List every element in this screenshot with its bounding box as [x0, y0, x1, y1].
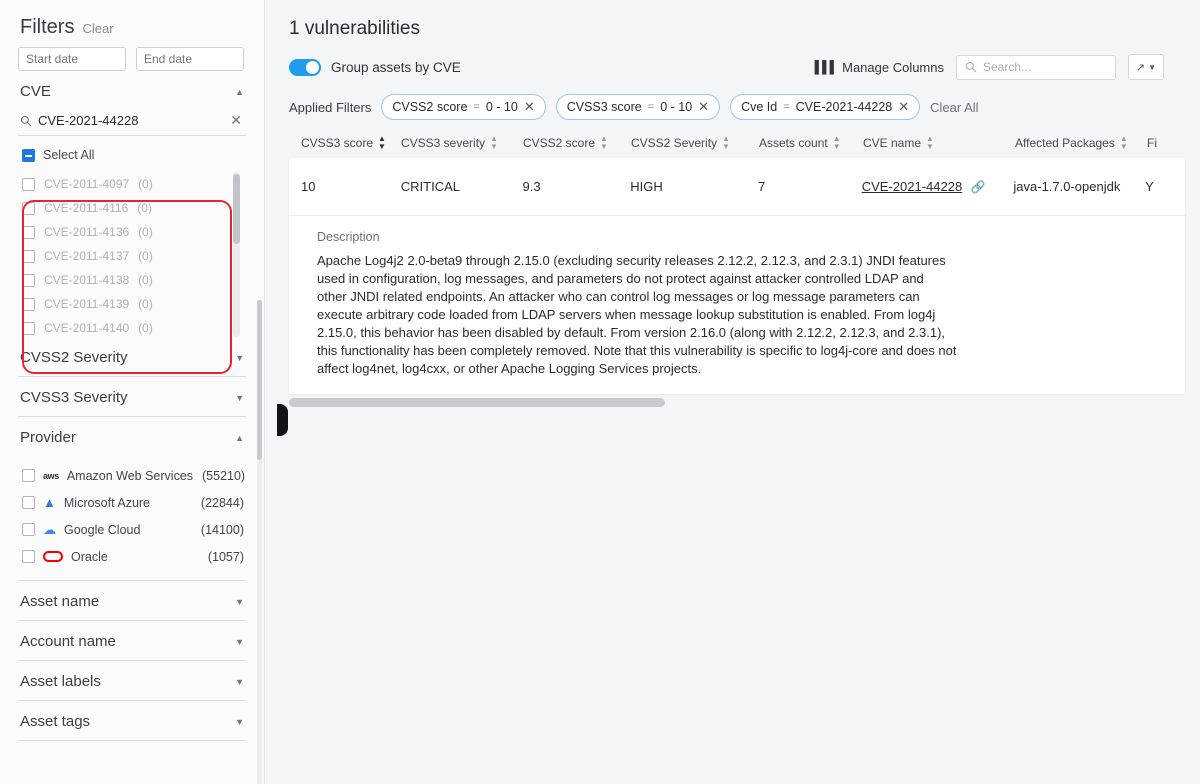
- filter-section-title: Account name: [20, 633, 116, 650]
- filter-section-account-name: [18, 621, 246, 661]
- cve-id-label: CVE-2011-4097: [44, 177, 130, 191]
- cve-count-label: (0): [138, 177, 153, 191]
- clear-cve-search-icon[interactable]: ✕: [230, 112, 242, 128]
- cell-fi: Y: [1145, 179, 1154, 194]
- cve-checkbox[interactable]: [22, 226, 35, 239]
- cve-id-label: CVE-2011-4136: [44, 225, 130, 239]
- filter-section-cvss2-severity: [18, 337, 246, 377]
- table-horizontal-scrollbar-thumb[interactable]: [289, 398, 665, 407]
- column-label: Affected Packages: [1015, 136, 1115, 150]
- external-link-icon[interactable]: 🔗: [970, 180, 986, 194]
- chevron-down-icon[interactable]: ▼: [235, 596, 244, 607]
- cve-search-row[interactable]: [18, 112, 246, 136]
- chip-value: CVE-2021-44228: [795, 100, 893, 114]
- page-title: Filters: [20, 16, 75, 38]
- description-label: Description: [317, 230, 380, 244]
- filter-section-asset-labels: [18, 661, 246, 701]
- column-header-assets-count[interactable]: [759, 135, 863, 151]
- search-icon: [20, 115, 32, 127]
- end-date-input[interactable]: [136, 47, 244, 71]
- oracle-logo-icon: [43, 551, 63, 562]
- sidebar-collapse-handle[interactable]: [277, 404, 288, 436]
- cell-assets-count: 7: [757, 179, 766, 194]
- filter-section-title: Asset tags: [20, 713, 91, 730]
- table-toolbar: [289, 50, 1200, 84]
- filter-section-cve-header[interactable]: [18, 71, 246, 110]
- cell-affected-packages: java-1.7.0-openjdk: [1013, 179, 1121, 194]
- toolbar-right-group: [815, 54, 1164, 80]
- google-cloud-logo-icon: ☁: [43, 521, 56, 537]
- filter-section-asset-tags: [18, 701, 246, 741]
- clear-all-filters-button[interactable]: Clear All: [930, 99, 979, 115]
- list-item[interactable]: [22, 543, 244, 570]
- list-item[interactable]: [22, 220, 246, 244]
- column-label: CVSS2 Severity: [631, 136, 718, 150]
- list-item[interactable]: [22, 244, 246, 268]
- column-header-cvss2-severity[interactable]: [631, 135, 759, 151]
- vulnerabilities-count-title: 1 vulnerabilities: [289, 18, 420, 39]
- filter-section-asset-labels-header[interactable]: [18, 661, 246, 700]
- sort-icon[interactable]: ▲ ▼: [378, 134, 386, 151]
- cve-checkbox[interactable]: [22, 250, 35, 263]
- chip-name: CVSS3 score: [566, 100, 642, 114]
- chevron-up-icon[interactable]: ▲: [235, 432, 244, 443]
- sort-icon[interactable]: ▲ ▼: [600, 134, 608, 151]
- provider-count-label: (22844): [200, 495, 244, 510]
- filter-section-asset-name-header[interactable]: [18, 581, 246, 620]
- cve-count-label: (0): [138, 321, 153, 335]
- list-item[interactable]: [22, 172, 246, 196]
- chevron-down-icon[interactable]: ▼: [235, 636, 244, 647]
- filter-section-cvss3-severity-header[interactable]: [18, 377, 246, 416]
- cve-count-label: (0): [137, 201, 152, 215]
- select-all-label: Select All: [43, 148, 95, 162]
- export-button[interactable]: [1128, 54, 1164, 80]
- chip-operator: =: [473, 101, 480, 113]
- cve-id-label: CVE-2011-4138: [44, 273, 130, 287]
- chip-operator: =: [783, 101, 790, 113]
- table-search-placeholder: Search...: [983, 60, 1032, 74]
- provider-count-label: (1057): [207, 549, 244, 564]
- filter-section-asset-name: [18, 581, 246, 621]
- column-header-cvss3-severity[interactable]: [401, 135, 523, 151]
- filter-chip-cvss3-score[interactable]: [556, 94, 720, 120]
- provider-checkbox[interactable]: [22, 496, 35, 509]
- table-header-row: [289, 128, 1200, 158]
- provider-checkbox[interactable]: [22, 469, 35, 482]
- column-label: Fi: [1147, 136, 1157, 150]
- table-horizontal-scrollbar-track[interactable]: [289, 398, 1185, 407]
- filter-section-title: Asset labels: [20, 673, 101, 690]
- chevron-down-icon[interactable]: ▼: [235, 352, 244, 363]
- column-header-cve-name[interactable]: [863, 135, 1015, 151]
- column-label: CVSS3 severity: [401, 136, 486, 150]
- azure-logo-icon: ▲: [43, 495, 56, 510]
- chevron-down-icon[interactable]: ▼: [235, 392, 244, 403]
- filter-section-cve: [18, 71, 246, 337]
- cve-id-label: CVE-2011-4137: [44, 249, 130, 263]
- cve-option-list[interactable]: [18, 172, 246, 337]
- sort-icon[interactable]: ▲ ▼: [490, 134, 498, 151]
- cve-checkbox[interactable]: [22, 274, 35, 287]
- filter-section-cve-title: CVE: [20, 83, 51, 100]
- cve-list-scrollbar-thumb[interactable]: [233, 174, 240, 244]
- column-header-cvss3-score[interactable]: [301, 135, 401, 151]
- sort-icon[interactable]: ▲ ▼: [722, 134, 730, 151]
- column-header-fi[interactable]: [1147, 136, 1187, 150]
- filter-section-title: Provider: [20, 429, 76, 446]
- provider-count-label: (14100): [200, 522, 244, 537]
- cve-checkbox[interactable]: [22, 202, 35, 215]
- column-label: CVE name: [863, 136, 922, 150]
- cve-id-label: CVE-2011-4140: [44, 321, 130, 335]
- filters-sidebar: [0, 0, 265, 784]
- aws-logo-icon: aws: [43, 470, 59, 481]
- chevron-down-icon[interactable]: ▼: [235, 676, 244, 687]
- provider-name-label: Microsoft Azure: [63, 495, 151, 510]
- sort-icon[interactable]: ▲ ▼: [1119, 134, 1128, 151]
- filter-section-title: Asset name: [20, 593, 100, 610]
- cve-id-label: CVE-2011-4116: [44, 201, 129, 215]
- vulnerabilities-table: [289, 158, 1185, 394]
- table-row[interactable]: [289, 158, 1185, 216]
- cve-id-label: CVE-2011-4139: [44, 297, 130, 311]
- filter-section-title: CVSS3 Severity: [20, 389, 128, 406]
- sort-icon[interactable]: ▲ ▼: [926, 134, 934, 151]
- provider-option-list: [18, 456, 246, 580]
- manage-columns-button[interactable]: [815, 60, 944, 75]
- list-item[interactable]: [22, 516, 244, 543]
- chip-name: Cve Id: [741, 100, 778, 114]
- filter-section-title: CVSS2 Severity: [20, 349, 128, 366]
- cell-cvss3-score: 10: [301, 179, 316, 194]
- main-content: [265, 0, 1200, 784]
- filters-header: [0, 0, 264, 45]
- column-label: Assets count: [759, 136, 828, 150]
- date-range-row: [0, 47, 264, 71]
- filter-section-account-name-header[interactable]: [18, 621, 246, 660]
- chip-value: 0 - 10: [660, 100, 693, 114]
- cve-count-label: (0): [138, 249, 153, 263]
- sidebar-scrollbar-thumb[interactable]: [257, 300, 262, 460]
- provider-name-label: Amazon Web Services: [66, 468, 194, 483]
- table-search-box[interactable]: [956, 55, 1116, 80]
- chip-value: 0 - 10: [485, 100, 518, 114]
- cve-count-label: (0): [138, 273, 153, 287]
- remove-chip-icon[interactable]: ✕: [698, 99, 710, 114]
- cve-checkbox[interactable]: [22, 178, 35, 191]
- cell-cve-name[interactable]: [862, 179, 1014, 194]
- filter-section-provider: [18, 417, 246, 581]
- provider-name-label: Oracle: [71, 549, 108, 564]
- list-item[interactable]: [22, 462, 244, 489]
- remove-chip-icon[interactable]: ✕: [898, 99, 910, 114]
- export-icon: ↗: [1135, 61, 1146, 74]
- provider-name-label: Google Cloud: [64, 522, 141, 537]
- group-assets-toggle[interactable]: [289, 59, 321, 76]
- list-item[interactable]: [22, 196, 246, 220]
- column-label: CVSS2 score: [523, 136, 596, 150]
- chevron-down-icon[interactable]: ▼: [235, 716, 244, 727]
- group-assets-toggle-wrap[interactable]: [289, 59, 461, 76]
- select-all-checkbox[interactable]: [22, 149, 35, 162]
- filter-section-cvss2-severity-header[interactable]: [18, 337, 246, 376]
- remove-chip-icon[interactable]: ✕: [523, 99, 535, 114]
- column-label: CVSS3 score: [301, 136, 374, 150]
- filter-section-provider-header[interactable]: [18, 417, 246, 456]
- cell-cvss2-severity: HIGH: [630, 179, 663, 194]
- cve-count-label: (0): [138, 225, 153, 239]
- start-date-input[interactable]: [18, 47, 126, 71]
- chip-operator: =: [647, 101, 655, 113]
- list-item[interactable]: [22, 489, 244, 516]
- cve-checkbox[interactable]: [22, 322, 35, 335]
- cve-name-link[interactable]: CVE-2021-44228: [861, 179, 963, 194]
- chevron-down-icon[interactable]: ▼: [1148, 62, 1157, 72]
- list-item[interactable]: [22, 316, 246, 337]
- list-item[interactable]: [22, 292, 246, 316]
- cell-cvss2-score: 9.3: [522, 179, 541, 194]
- filter-chip-cve-id[interactable]: [730, 94, 920, 120]
- filter-section-asset-tags-header[interactable]: [18, 701, 246, 740]
- columns-icon: ▌▌▌: [814, 60, 838, 74]
- provider-checkbox[interactable]: [22, 523, 35, 536]
- column-header-cvss2-score[interactable]: [523, 135, 631, 151]
- chip-name: CVSS2 score: [392, 100, 468, 114]
- provider-checkbox[interactable]: [22, 550, 35, 563]
- cve-search-input[interactable]: CVE-2021-44228: [38, 113, 139, 128]
- filter-section-cvss3-severity: [18, 377, 246, 417]
- filter-chip-cvss2-score[interactable]: [381, 94, 545, 120]
- group-assets-toggle-label: Group assets by CVE: [331, 59, 461, 75]
- search-icon: [965, 61, 977, 73]
- column-header-affected-packages[interactable]: [1015, 135, 1147, 151]
- description-text: Apache Log4j2 2.0-beta9 through 2.15.0 (excluding security releases 2.12.2, 2.12.3, and 2.3.1) JNDI features used in configuration, log messages, and parameters do not protect against attacker controlled LDAP and other JNDI related endpoints. An attacker who can control log messages or log message parameters can execute arbitrary code loaded from LDAP servers when message lookup substitution is enabled. From log4j 2.15.0, this behavior has been disabled by default. From version 2.16.0 (along with 2.12.2, 2.12.3, and 2.3.1), this functionality has been completely removed. Note that this vulnerability is specific to log4j-core and does not affect log4net, log4cxx, or other Apache Logging Services projects.: [317, 253, 957, 376]
- manage-columns-label: Manage Columns: [842, 59, 944, 75]
- applied-filters-label: Applied Filters: [289, 99, 372, 115]
- provider-count-label: (55210): [202, 468, 246, 483]
- chevron-up-icon[interactable]: ▲: [235, 86, 244, 97]
- select-all-row[interactable]: [18, 146, 246, 172]
- cve-checkbox[interactable]: [22, 298, 35, 311]
- cve-count-label: (0): [138, 297, 153, 311]
- sort-icon[interactable]: ▲ ▼: [832, 134, 841, 151]
- description-panel: [289, 216, 1185, 394]
- cell-cvss3-severity: CRITICAL: [400, 179, 461, 194]
- clear-filters-link[interactable]: Clear: [82, 21, 114, 36]
- applied-filters-row: [289, 84, 1200, 128]
- list-item[interactable]: [22, 268, 246, 292]
